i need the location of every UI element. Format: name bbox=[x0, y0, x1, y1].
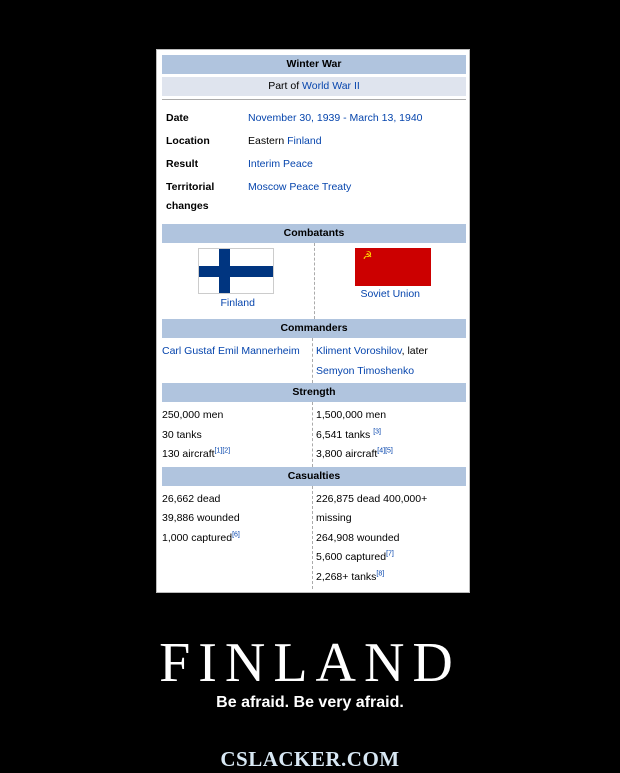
details-section bbox=[162, 100, 466, 224]
later-text: , later bbox=[401, 345, 428, 357]
infobox-frame bbox=[156, 49, 470, 593]
date-row bbox=[162, 109, 466, 128]
citation-link[interactable]: [3] bbox=[373, 428, 382, 435]
interim-peace-link[interactable]: Interim Peace bbox=[248, 158, 313, 170]
citation-link[interactable]: [8] bbox=[376, 570, 385, 577]
list-item: 5,600 captured[7] bbox=[316, 550, 394, 563]
soviet-casualties bbox=[313, 486, 466, 590]
world-war-ii-link[interactable]: World War II bbox=[302, 80, 360, 92]
commanders-header: Commanders bbox=[162, 319, 466, 338]
mannerheim-link[interactable]: Carl Gustaf Emil Mannerheim bbox=[162, 345, 300, 357]
list-item: 226,875 dead 400,000+ bbox=[316, 492, 428, 505]
territorial-label: Territorial changes bbox=[166, 181, 215, 212]
location-value bbox=[248, 132, 466, 151]
casualties-row bbox=[162, 486, 466, 590]
citation-link[interactable]: [6] bbox=[232, 531, 240, 538]
combatants-header: Combatants bbox=[162, 224, 466, 243]
voroshilov-link[interactable]: Kliment Voroshilov bbox=[316, 345, 402, 357]
soviet-commanders bbox=[313, 338, 466, 383]
citation-link[interactable]: [1][2] bbox=[214, 447, 231, 455]
part-of-label: Part of bbox=[268, 80, 303, 92]
date-value-link[interactable]: November 30, 1939 - March 13, 1940 bbox=[248, 112, 423, 124]
list-item: 250,000 men bbox=[162, 409, 224, 421]
combatant-finland bbox=[162, 243, 315, 319]
list-item: missing bbox=[316, 512, 352, 524]
list-item: 1,500,000 men bbox=[316, 409, 387, 421]
commanders-row bbox=[162, 338, 466, 383]
soviet-union-link[interactable]: Soviet Union bbox=[360, 288, 421, 300]
finnish-commanders bbox=[162, 338, 313, 383]
combatant-soviet bbox=[315, 243, 467, 319]
citation-link[interactable]: [4][5] bbox=[377, 447, 393, 455]
poster-title: FINLAND bbox=[159, 632, 461, 694]
timoshenko-link[interactable]: Semyon Timoshenko bbox=[316, 364, 415, 377]
result-label: Result bbox=[166, 158, 199, 170]
list-item: 264,908 wounded bbox=[316, 531, 400, 544]
part-of-row bbox=[162, 77, 466, 96]
finland-combatant-link[interactable]: Finland bbox=[220, 297, 255, 309]
list-item: 6,541 tanks [3] bbox=[316, 428, 382, 441]
finnish-casualties bbox=[162, 486, 313, 590]
wikipedia-infobox bbox=[162, 55, 466, 589]
finland-flag-icon[interactable] bbox=[198, 248, 274, 294]
territorial-row bbox=[162, 178, 466, 216]
soviet-strength bbox=[313, 402, 466, 467]
soviet-flag-icon[interactable] bbox=[355, 248, 431, 286]
finnish-strength bbox=[162, 402, 313, 467]
moscow-treaty-link[interactable]: Moscow Peace Treaty bbox=[248, 181, 352, 193]
result-row bbox=[162, 155, 466, 174]
casualties-header: Casualties bbox=[162, 467, 466, 486]
location-plain: Eastern bbox=[248, 135, 288, 147]
date-label: Date bbox=[166, 112, 189, 124]
location-row bbox=[162, 132, 466, 151]
list-item: 130 aircraft[1][2] bbox=[162, 447, 231, 460]
location-label: Location bbox=[166, 135, 210, 147]
infobox-title: Winter War bbox=[162, 55, 466, 74]
list-item: 26,662 dead bbox=[162, 492, 221, 505]
strength-header: Strength bbox=[162, 383, 466, 402]
hammer-sickle-icon: ☭ bbox=[362, 250, 373, 262]
list-item: 1,000 captured[6] bbox=[162, 531, 240, 544]
finland-link[interactable]: Finland bbox=[287, 135, 322, 147]
poster-subtitle: Be afraid. Be very afraid. bbox=[216, 694, 404, 711]
list-item: 2,268+ tanks[8] bbox=[316, 570, 385, 583]
list-item: 30 tanks bbox=[162, 428, 202, 441]
list-item: 39,886 wounded bbox=[162, 512, 240, 524]
combatants-row bbox=[162, 243, 466, 319]
site-watermark: CSLACKER.COM bbox=[220, 747, 400, 771]
list-item: 3,800 aircraft[4][5] bbox=[316, 447, 393, 460]
strength-row bbox=[162, 402, 466, 467]
citation-link[interactable]: [7] bbox=[386, 550, 394, 558]
